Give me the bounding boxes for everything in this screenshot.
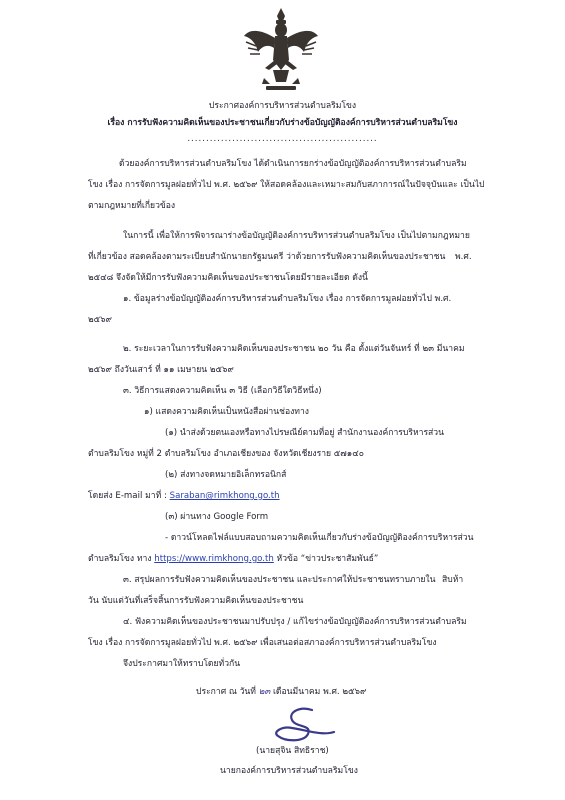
item-3-1-3: (๓) ผ่านทาง Google Form xyxy=(165,512,269,522)
item-5-line-1: ๔. ฟังความคิดเห็นของประชาชนมาปรับปรุง / แก้ไขร่างข้อบัญญัติองค์การบริหารส่วนตำบลริม xyxy=(123,617,467,627)
closing-announcement: จึงประกาศมาให้ทราบโดยทั่วกัน xyxy=(123,659,241,669)
date-suffix: เดือนมีนาคม พ.ศ. ๒๕๖๙ xyxy=(273,687,367,697)
date-day: ๒๓ xyxy=(258,687,271,697)
signer-name: (นายสุจิน สิทธิราช) xyxy=(256,746,329,756)
item-1-line-2: ๒๕๖๙ xyxy=(88,315,112,325)
date-prefix: ประกาศ ณ วันที่ xyxy=(196,687,256,697)
para2-line-1: ในการนี้ เพื่อให้การพิจารณาร่างข้อบัญญัติองค์การบริหารส่วนตำบลริมโขง เป็นไปตามกฎหมาย xyxy=(123,231,470,241)
item-3-heading: ๓. วิธีการแสดงความคิดเห็น ๓ วิธี (เลือกวิธีใดวิธีหนึ่ง) xyxy=(123,386,322,396)
signature-icon xyxy=(252,706,338,746)
item-4-line-2: วัน นับแต่วันที่เสร็จสิ้นการรับฟังความคิดเห็นของประชาชน xyxy=(88,596,304,606)
signer-position: นายกองค์การบริหารส่วนตำบลริมโขง xyxy=(220,766,358,776)
item-3-1-2: (๒) ส่งทางจดหมายอิเล็กทรอนิกส์ xyxy=(165,470,287,480)
email-line xyxy=(88,491,280,502)
para2-line-2-year-prefix: พ.ศ. xyxy=(455,252,472,262)
email-link[interactable]: Saraban@rimkhong.go.th xyxy=(169,491,280,501)
item-1-line-1: ๑. ข้อมูลร่างข้อบัญญัติองค์การบริหารส่วนตำบลริมโขง เรื่อง การจัดการมูลฝอยทั่วไป พ.ศ. xyxy=(123,294,452,304)
item-5-line-2: โขง เรื่อง การจัดการมูลฝอยทั่วไป พ.ศ. ๒๕๖๙ เพื่อเสนอต่อสภาองค์การบริหารส่วนตำบลริมโขง xyxy=(88,638,437,648)
intro-line-2: โขง เรื่อง การจัดการมูลฝอยทั่วไป พ.ศ. ๒๕๖๙ ให้สอดคล้องและเหมาะสมกับสภาการณ์ในปัจจุบันและ เป็นไป xyxy=(88,180,485,190)
download-line-2 xyxy=(88,554,378,565)
item-2-line-1: ๒. ระยะเวลาในการรับฟังความคิดเห็นของประชาชน ๒๐ วัน คือ ตั้งแต่วันจันทร์ ที่ ๒๓ มีนาคม xyxy=(123,344,465,354)
website-link[interactable]: https://www.rimkhong.go.th xyxy=(154,554,274,564)
para2-line-2: ที่เกี่ยวข้อง สอดคล้องตามระเบียบสำนักนายกรัฐมนตรี ว่าด้วยการรับฟังความคิดเห็นของประชาชน xyxy=(88,252,446,262)
announcement-date xyxy=(196,687,366,698)
intro-line-3: ตามกฎหมายที่เกี่ยวข้อง xyxy=(88,201,176,211)
item-4-line-1: ๓. สรุปผลการรับฟังความคิดเห็นของประชาชน และประกาศให้ประชาชนทราบภายใน xyxy=(123,575,436,585)
item-3-1-1-line-1: (๑) นำส่งด้วยตนเองหรือทางไปรษณีย์ตามที่อยู่ สำนักงานองค์การบริหารส่วน xyxy=(165,428,445,438)
download-suffix: หัวข้อ “ข่าวประชาสัมพันธ์” xyxy=(273,554,379,564)
download-prefix: ตำบลริมโขง ทาง xyxy=(88,554,155,564)
title-divider: ................................................... xyxy=(187,134,378,144)
item-4-days: สิบห้า xyxy=(442,575,464,585)
garuda-emblem-icon xyxy=(242,6,320,92)
email-prefix: โดยส่ง E-mail มาที่ : xyxy=(88,491,170,501)
download-line-1: - ดาวน์โหลดไฟล์แบบสอบถามความคิดเห็นเกี่ยวกับร่างข้อบัญญัติองค์การบริหารส่วน xyxy=(165,533,474,543)
para2-line-3: ๒๕๔๘ จึงจัดให้มีการรับฟังความคิดเห็นของประชาชนโดยมีรายละเอียด ดังนี้ xyxy=(88,273,368,283)
item-2-line-2: ๒๕๖๙ ถึงวันเสาร์ ที่ ๑๑ เมษายน ๒๕๖๙ xyxy=(88,365,234,375)
announcement-title: ประกาศองค์การบริหารส่วนตำบลริมโขง xyxy=(208,101,357,111)
item-3-1-heading: ๑) แสดงความคิดเห็นเป็นหนังสือผ่านช่องทาง xyxy=(144,407,309,417)
intro-line-1: ด้วยองค์การบริหารส่วนตำบลริมโขง ได้ดำเนินการยกร่างข้อบัญญัติองค์การบริหารส่วนตำบลริม xyxy=(119,159,467,169)
item-3-1-1-line-2: ตำบลริมโขง หมู่ที่ 2 ตำบลริมโขง อำเภอเชียงของ จังหวัดเชียงราย ๕๗๑๔๐ xyxy=(88,449,364,459)
announcement-subject: เรื่อง การรับฟังความคิดเห็นของประชาชนเกี่ยวกับร่างข้อบัญญัติองค์การบริหารส่วนตำบลริมโขง xyxy=(107,118,458,128)
